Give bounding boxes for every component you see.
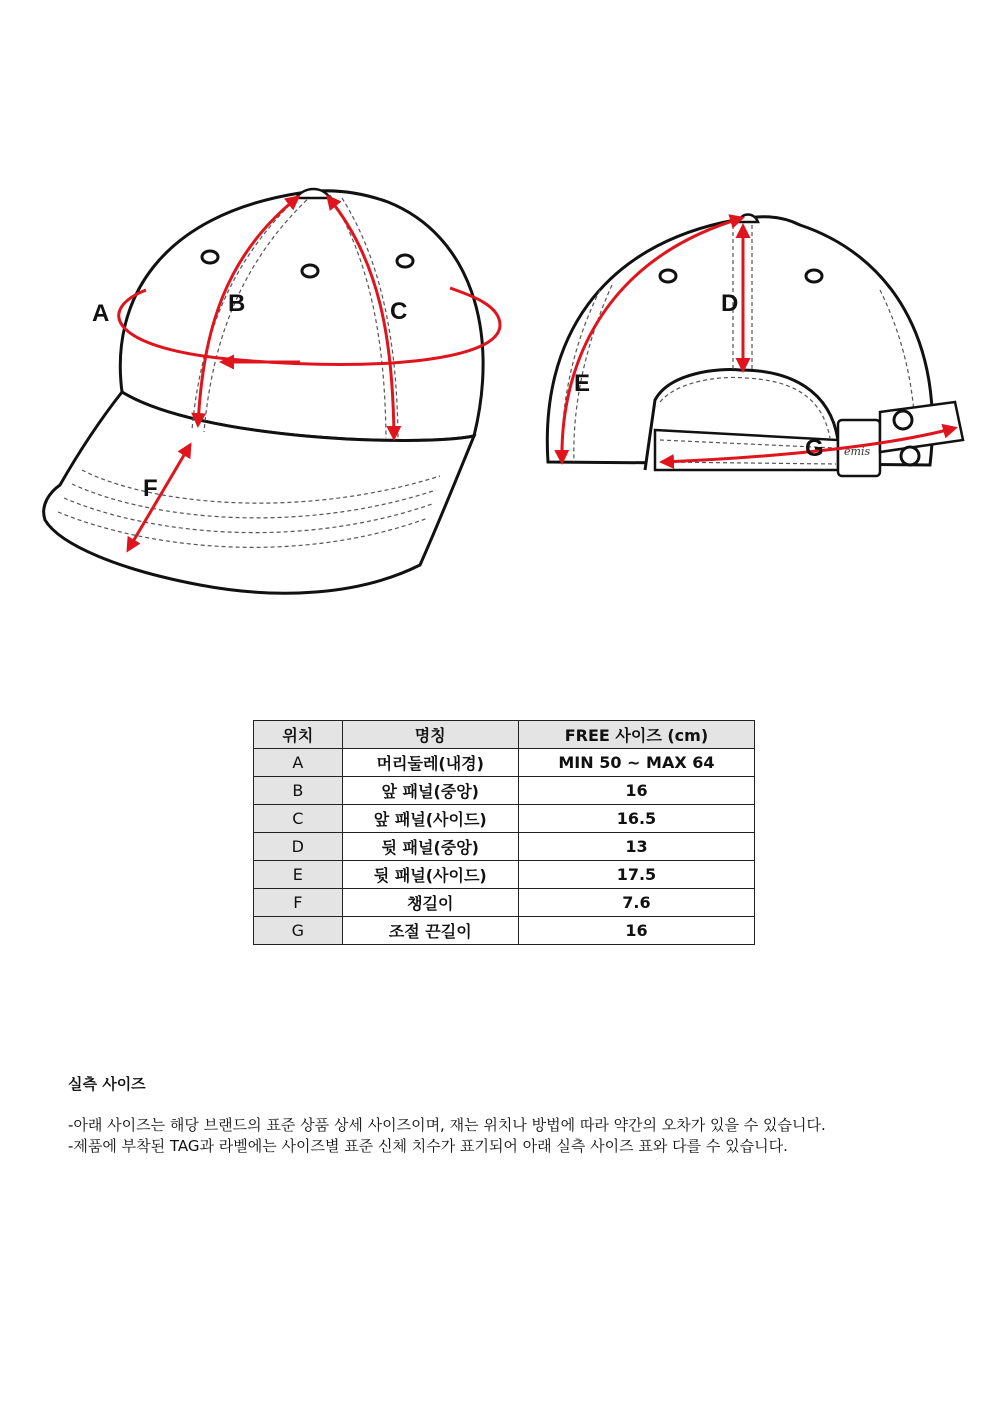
table-row xyxy=(254,777,755,805)
cell-name: 앞 패널(중앙) xyxy=(342,777,518,805)
table-row xyxy=(254,805,755,833)
front-cap-crown xyxy=(120,191,483,441)
cell-name: 머리둘레(내경) xyxy=(342,749,518,777)
note-line: -아래 사이즈는 해당 브랜드의 표준 상품 상세 사이즈이며, 재는 위치나 방법에 따라 약간의 오차가 있을 수 있습니다. xyxy=(68,1116,826,1134)
label-e: E xyxy=(574,370,591,397)
front-cap-drawing xyxy=(44,189,483,593)
cell-position: E xyxy=(254,861,343,889)
table-row xyxy=(254,833,755,861)
cell-name: 앞 패널(사이드) xyxy=(342,805,518,833)
cell-size: 13 xyxy=(518,833,754,861)
measurement-notes xyxy=(68,1074,968,1157)
table-row xyxy=(254,749,755,777)
size-table-header-row xyxy=(254,721,755,749)
label-f: F xyxy=(143,475,158,502)
cell-size: 17.5 xyxy=(518,861,754,889)
size-table xyxy=(253,720,755,945)
table-row xyxy=(254,861,755,889)
table-row xyxy=(254,917,755,945)
cap-diagram-svg xyxy=(0,0,1000,620)
cell-name: 뒷 패널(중앙) xyxy=(342,833,518,861)
cell-name: 챙길이 xyxy=(342,889,518,917)
label-b: B xyxy=(228,290,246,317)
header-free-size: FREE 사이즈 (cm) xyxy=(518,721,754,749)
notes-title: 실측 사이즈 xyxy=(68,1075,146,1093)
back-cap-drawing xyxy=(547,215,963,477)
cell-position: B xyxy=(254,777,343,805)
cell-size: 16 xyxy=(518,917,754,945)
cell-size: 16.5 xyxy=(518,805,754,833)
table-row xyxy=(254,889,755,917)
cell-name: 조절 끈길이 xyxy=(342,917,518,945)
cap-measurement-diagram xyxy=(0,0,1000,620)
brand-mark: emis xyxy=(844,445,871,458)
cell-size: MIN 50 ~ MAX 64 xyxy=(518,749,754,777)
label-g: G xyxy=(805,435,824,462)
note-line: -제품에 부착된 TAG과 라벨에는 사이즈별 표준 신체 치수가 표기되어 아래 실측 사이즈 표와 다를 수 있습니다. xyxy=(68,1137,788,1155)
cell-size: 16 xyxy=(518,777,754,805)
label-a: A xyxy=(92,300,110,327)
label-c: C xyxy=(390,298,408,325)
cell-size: 7.6 xyxy=(518,889,754,917)
cell-position: F xyxy=(254,889,343,917)
cell-position: D xyxy=(254,833,343,861)
cell-position: C xyxy=(254,805,343,833)
header-name: 명칭 xyxy=(342,721,518,749)
header-position: 위치 xyxy=(254,721,343,749)
cell-position: G xyxy=(254,917,343,945)
label-d: D xyxy=(721,290,739,317)
cell-name: 뒷 패널(사이드) xyxy=(342,861,518,889)
cell-position: A xyxy=(254,749,343,777)
